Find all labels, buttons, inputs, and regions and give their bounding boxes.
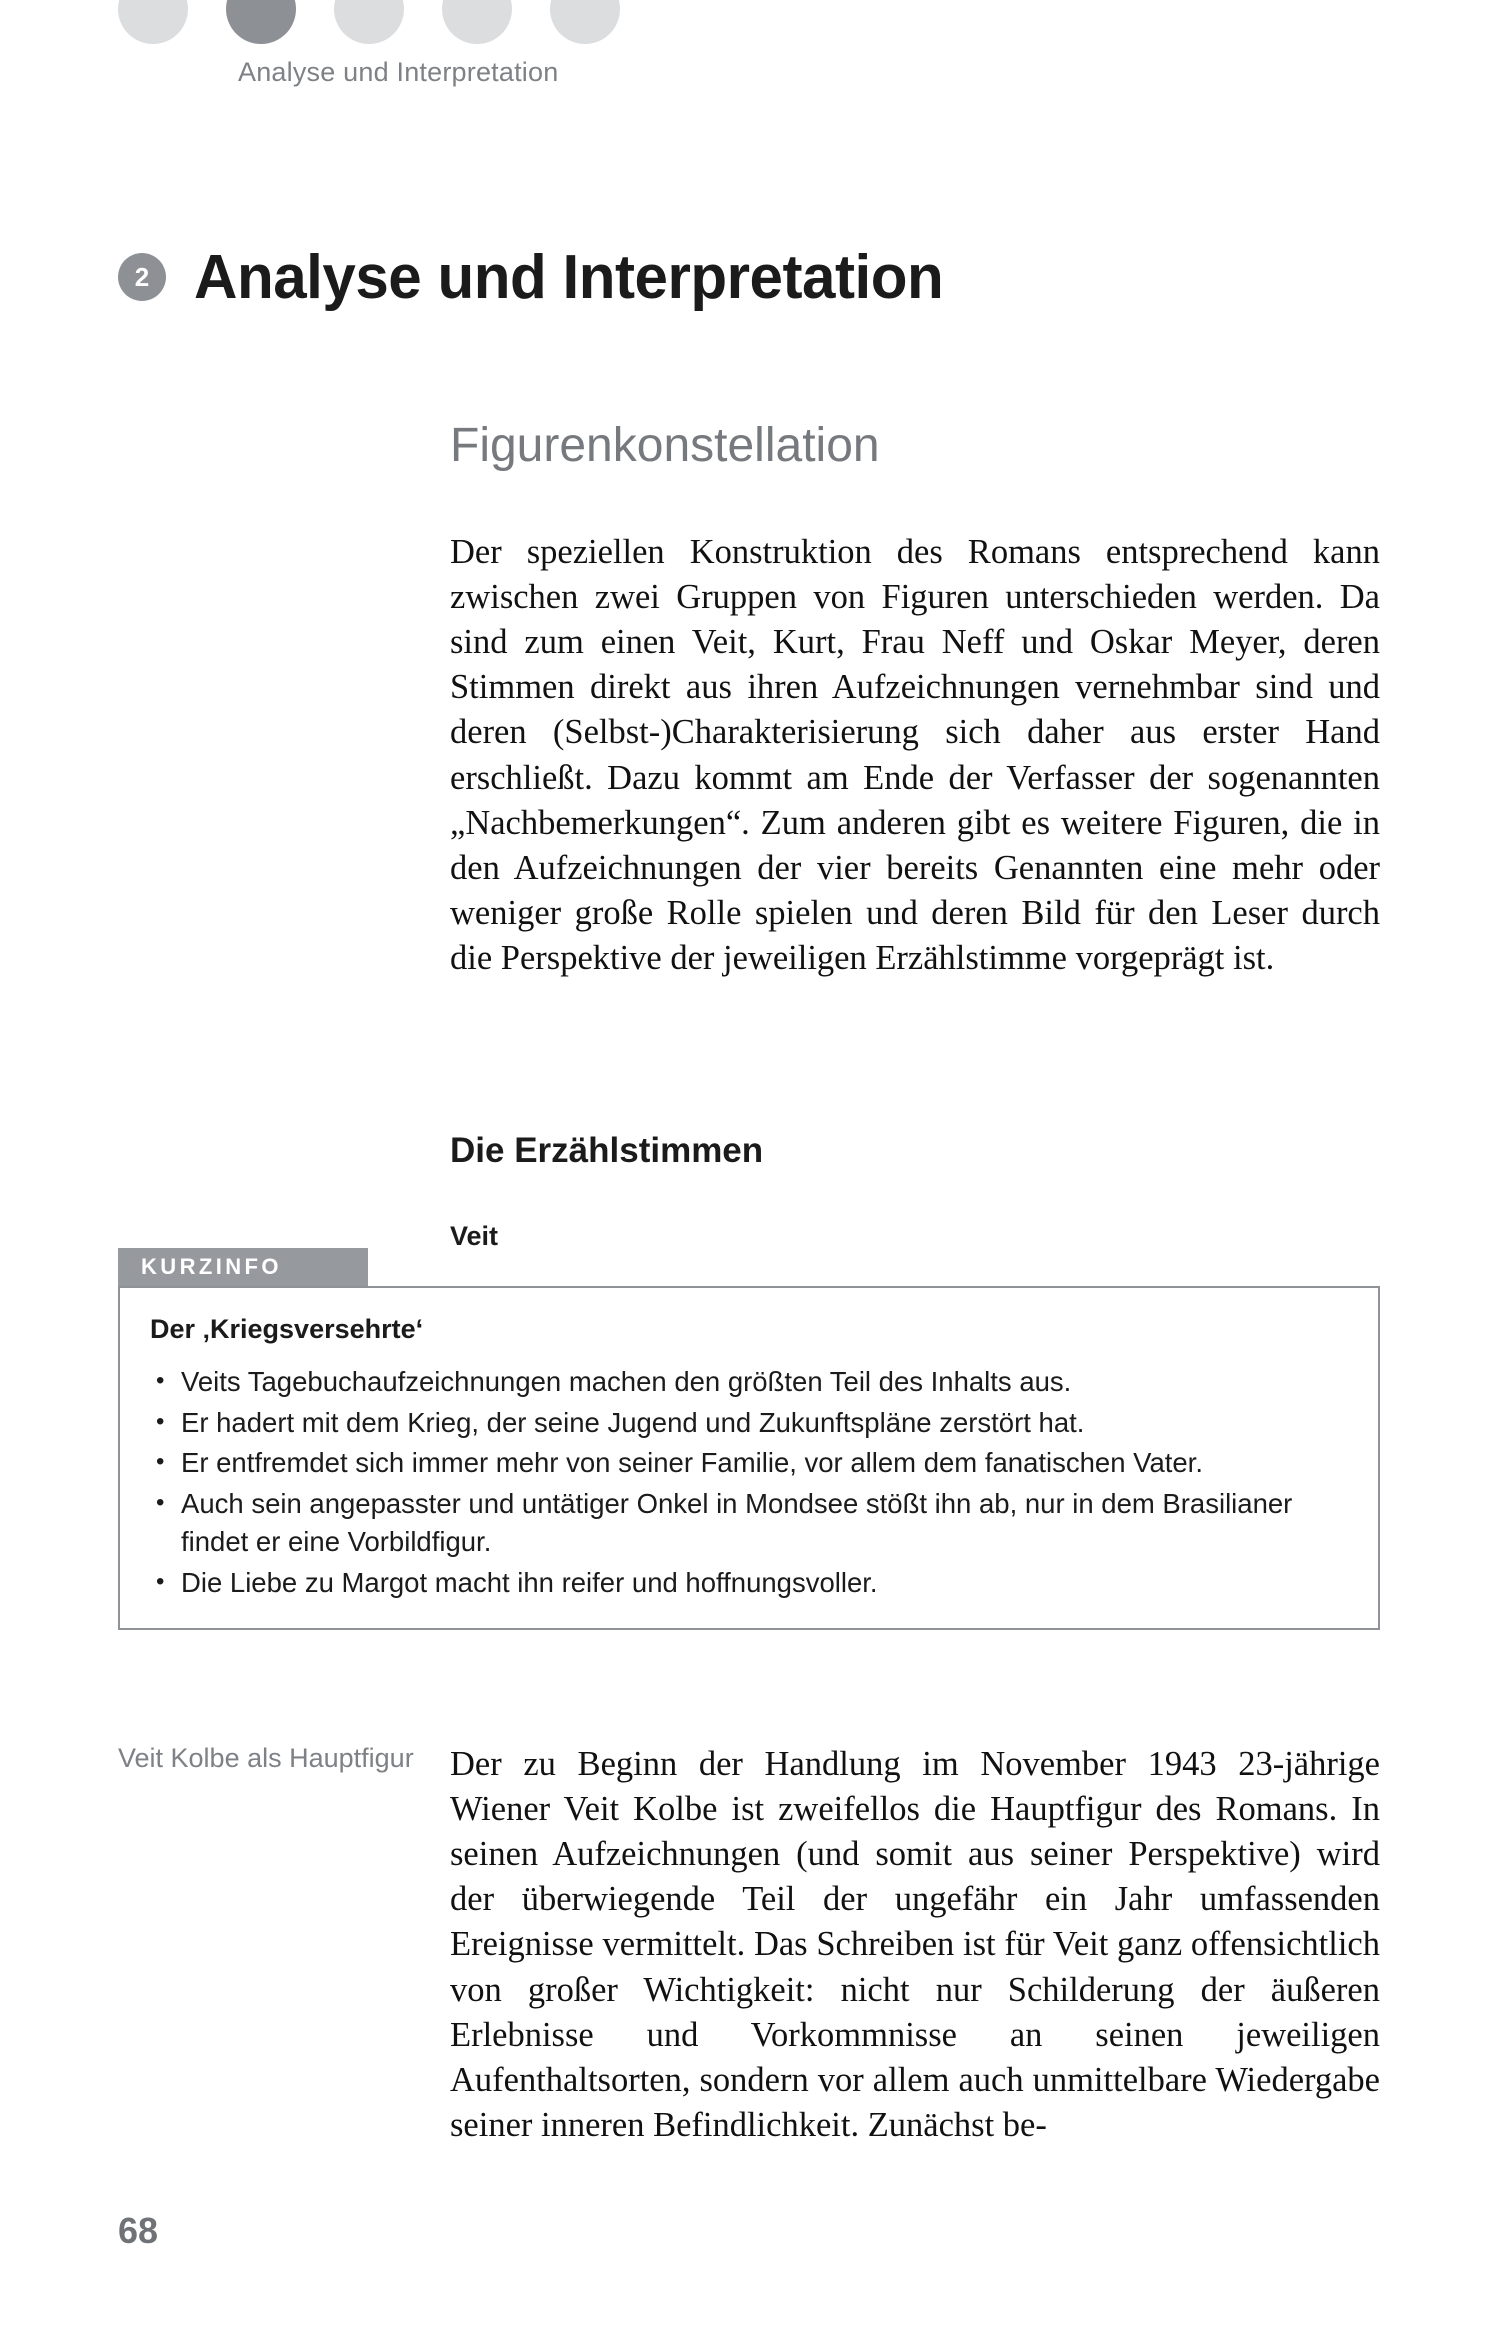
list-item: • Die Liebe zu Margot macht ihn reifer und hoffnungsvoller. — [150, 1564, 1348, 1603]
page-title: Analyse und Interpretation — [194, 242, 944, 312]
figure-name-heading-veit: Veit — [450, 1220, 499, 1251]
kurzinfo-block — [118, 1248, 1380, 1630]
kurzinfo-bullet-list — [150, 1363, 1348, 1602]
running-header — [0, 0, 1500, 120]
subsection-heading-erzaehlstimmen: Die Erzählstimmen — [450, 1131, 764, 1170]
chapter-dot-2-icon-active — [226, 0, 296, 44]
chapter-dot-5-icon — [550, 0, 620, 44]
margin-note: Veit Kolbe als Hauptfigur — [118, 1743, 414, 1773]
chapter-dot-4-icon — [442, 0, 512, 44]
kurzinfo-tab-label: KURZINFO — [118, 1248, 368, 1286]
list-item: • Er hadert mit dem Krieg, der seine Jugend und Zukunftspläne zerstört hat. — [150, 1404, 1348, 1443]
chapter-title-row — [118, 200, 966, 354]
body-paragraph-one: Der speziellen Konstruktion des Romans entsprechend kann zwischen zwei Gruppen von Figuren unterschieden werden. Da sind zum einen Veit, Kurt, Frau Neff und Oskar Meyer, deren Stimmen direkt aus ihren Aufzeichnungen vernehmbar sind und deren (Selbst-)Charakterisierung sich daher aus erster Hand erschließt. Dazu kommt am Ende der Verfasser der sogenannten „Nachbemerkungen“. Zum anderen gibt es weitere Figuren, die in den Aufzeichnungen der vier bereits Genannten eine mehr oder weniger große Rolle spielen und deren Bild für den Leser durch die Perspektive der jeweiligen Erzählstimme vorgeprägt ist. — [450, 532, 1380, 978]
body-paragraph-two: Der zu Beginn der Handlung im November 1943 23-jährige Wiener Veit Kolbe ist zweifellos die Hauptfigur des Romans. In seinen Aufzeichnungen (und somit aus seiner Perspektive) wird der überwiegende Teil der ungefähr ein Jahr umfassenden Ereignisse vermittelt. Das Schreiben ist für Veit ganz offensichtlich von großer Wichtigkeit: nicht nur Schilderung der äußeren Erlebnisse und Vorkommnisse an seinen jeweiligen Aufenthaltsorten, sondern vor allem auch unmittelbare Wiedergabe seiner inneren Befindlichkeit. Zunächst be- — [450, 1744, 1380, 2145]
list-item: • Er entfremdet sich immer mehr von seiner Familie, vor allem dem fanatischen Vater. — [150, 1444, 1348, 1483]
kurzinfo-box — [118, 1286, 1380, 1630]
running-head-title: Analyse und Interpretation — [238, 57, 559, 87]
chapter-dot-indicator-row — [118, 0, 620, 44]
list-item: • Veits Tagebuchaufzeichnungen machen den größten Teil des Inhalts aus. — [150, 1363, 1348, 1402]
page-number: 68 — [118, 2210, 159, 2251]
chapter-number-badge: 2 — [118, 253, 166, 301]
kurzinfo-heading: Der ‚Kriegsversehrte‘ — [150, 1314, 424, 1344]
section-heading-figurenkonstellation: Figurenkonstellation — [450, 418, 880, 472]
chapter-dot-1-icon — [118, 0, 188, 44]
chapter-dot-3-icon — [334, 0, 404, 44]
list-item: • Auch sein angepasster und untätiger Onkel in Mondsee stößt ihn ab, nur in dem Brasilianer findet er eine Vorbildfigur. — [150, 1485, 1348, 1562]
